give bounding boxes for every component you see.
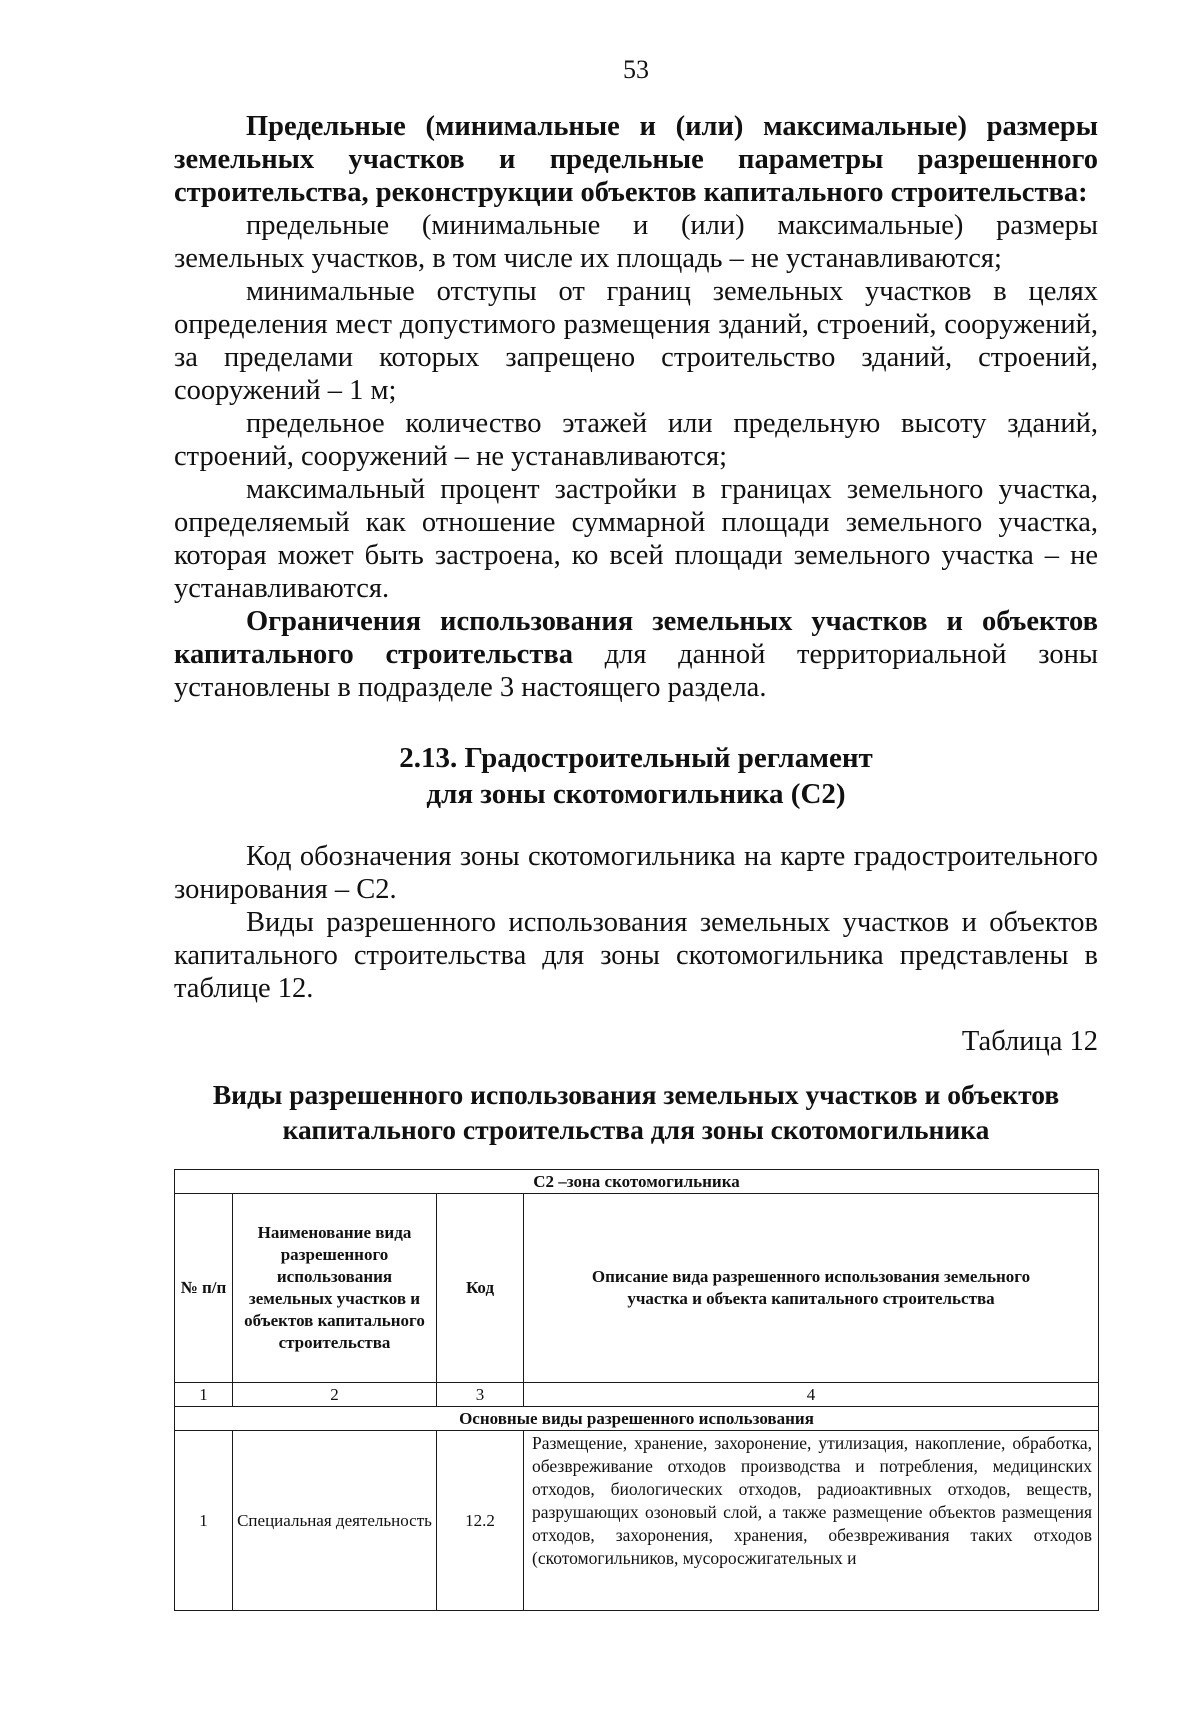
limits-section <box>174 110 1098 704</box>
header-name: Наименование вида разрешенного использования земельных участков и объектов капитального строительства <box>233 1194 437 1383</box>
header-num: № п/п <box>175 1194 233 1383</box>
col-number: 1 <box>175 1383 233 1407</box>
header-code: Код <box>437 1194 524 1383</box>
section-title <box>174 740 1098 812</box>
limits-item-plot-size: предельные (минимальные и (или) максимальные) размеры земельных участков, в том числе их площадь – не устанавливаются; <box>174 210 1098 274</box>
section-body <box>174 840 1098 1005</box>
col-number: 2 <box>233 1383 437 1407</box>
group-header-row <box>175 1407 1099 1431</box>
zone-header-row <box>175 1170 1099 1194</box>
table-title-line1: Виды разрешенного использования земельных участков и объектов <box>212 1079 1060 1110</box>
row-description: Размещение, хранение, захоронение, утилизация, накопление, обработка, обезвреживание отходов производства и потребления, медицинских отходов, биологических отходов, радиоактивных отходов, веществ, разрушающих озоновый слой, а также размещение объектов размещения отходов, захоронения, хранения, обезвреживания таких отходов (скотомогильников, мусоросжигательных и <box>524 1431 1099 1611</box>
zone-header-cell: С2 –зона скотомогильника <box>175 1170 1099 1194</box>
column-header-row <box>175 1194 1099 1383</box>
group-header-cell: Основные виды разрешенного использования <box>175 1407 1099 1431</box>
limits-item-setbacks: минимальные отступы от границ земельных участков в целях определения мест допустимого размещения зданий, строений, сооружений, за пределами которых запрещено строительство зданий, строений, сооружений – 1 м; <box>174 276 1098 406</box>
table-caption: Таблица 12 <box>961 1026 1098 1057</box>
limits-heading: Предельные (минимальные и (или) максимальные) размеры земельных участков и предельные параметры разрешенного строительства, реконструкции объектов капитального строительства: <box>174 111 1098 208</box>
restrictions-rest: для данной территориальной зоны установлены в подразделе 3 настоящего раздела. <box>174 639 1098 703</box>
col-number: 4 <box>524 1383 1099 1407</box>
zone-code-paragraph: Код обозначения зоны скотомогильника на карте градостроительного зонирования – С2. <box>174 841 1098 905</box>
restrictions-paragraph <box>174 605 1098 704</box>
restrictions-bold: Ограничения использования земельных участков и объектов капитального строительства <box>174 606 1098 670</box>
row-code: 12.2 <box>437 1431 524 1611</box>
limits-item-coverage: максимальный процент застройки в границах земельного участка, определяемый как отношение суммарной площади земельного участка, которая может быть застроена, ко всей площади земельного участка – не устанавливаются. <box>174 474 1098 604</box>
table-row <box>175 1431 1099 1611</box>
page-number: 53 <box>623 55 649 84</box>
usage-types-paragraph: Виды разрешенного использования земельных участков и объектов капитального строительства для зоны скотомогильника представлены в таблице 12. <box>174 907 1098 1004</box>
row-name: Специальная деятельность <box>233 1431 437 1611</box>
table-title-line2: капитального строительства для зоны скотомогильника <box>282 1114 990 1145</box>
section-title-line1: 2.13. Градостроительный регламент <box>399 742 873 774</box>
row-num: 1 <box>175 1431 233 1611</box>
header-description: Описание вида разрешенного использования земельного участка и объекта капитального строительства <box>524 1194 1099 1383</box>
usage-table <box>174 1169 1099 1611</box>
table-title <box>174 1077 1098 1147</box>
limits-item-floors: предельное количество этажей или предельную высоту зданий, строений, сооружений – не устанавливаются; <box>174 408 1098 472</box>
column-number-row <box>175 1383 1099 1407</box>
col-number: 3 <box>437 1383 524 1407</box>
section-title-line2: для зоны скотомогильника (С2) <box>426 778 846 810</box>
